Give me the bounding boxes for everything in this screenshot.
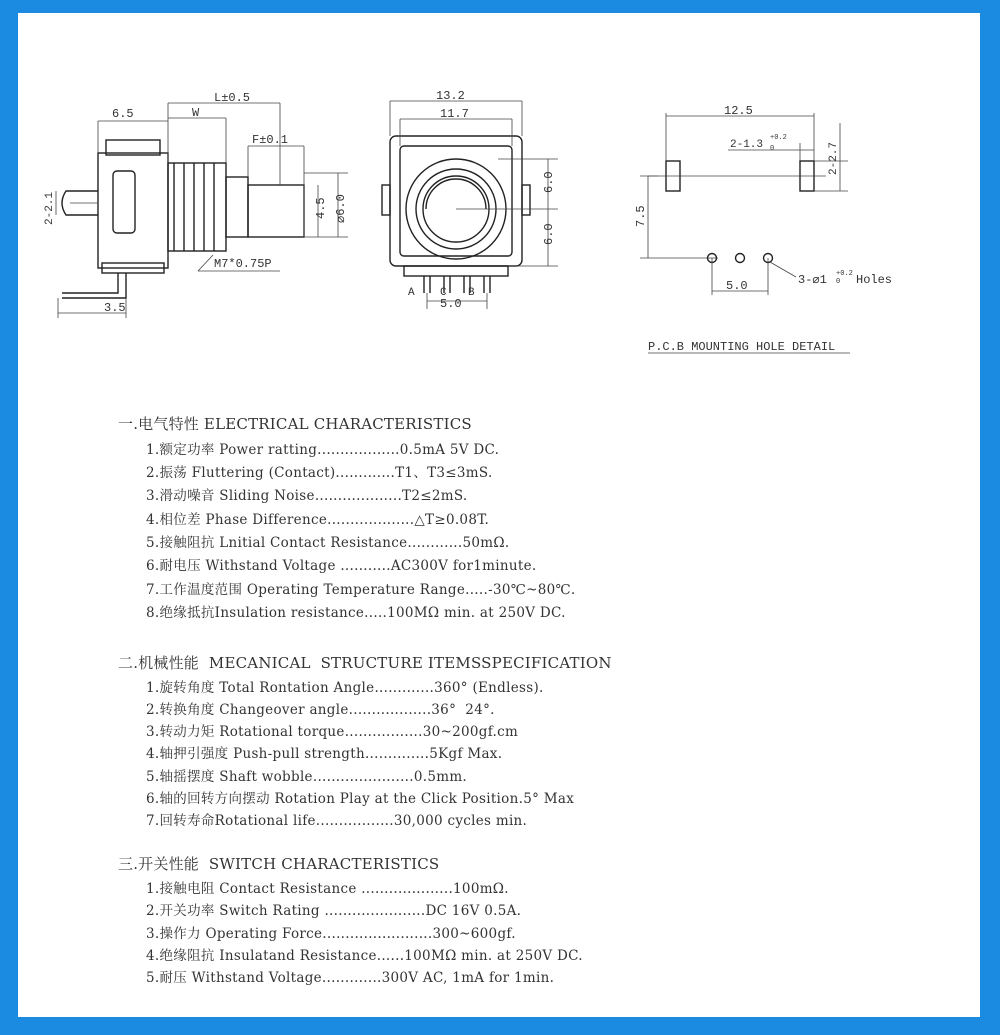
technical-drawing (18, 13, 980, 373)
spec-row: 5.耐压 Withstand Voltage.............300V AC, 1mA for 1min. (146, 970, 555, 986)
spec-row: 8.绝缘抵抗Insulation resistance.....100MΩ min. at 250V DC. (146, 605, 566, 621)
pcb-holes-tol-zero: 0 (836, 278, 841, 286)
pcb-view (634, 104, 892, 354)
pcb-holes-suffix: Holes (856, 273, 893, 287)
spec-row: 7.工作温度范围 Operating Temperature Range.....-30℃~80℃. (146, 582, 576, 598)
front-view (382, 89, 558, 311)
section-heading: 二.机械性能 MECANICAL STRUCTURE ITEMSSPECIFICATION (118, 654, 612, 672)
section-heading: 三.开关性能 SWITCH CHARACTERISTICS (118, 855, 440, 873)
pcb-tol-plus: +0.2 (770, 134, 787, 142)
pcb-holes-spec: 3-⌀1 (798, 273, 827, 287)
spec-row: 4.绝缘阻抗 Insulatand Resistance......100MΩ min. at 250V DC. (146, 948, 583, 964)
pcb-dim-12-5: 12.5 (724, 104, 753, 118)
pin-label-a: A (408, 287, 415, 299)
dim-3-5: 3.5 (104, 301, 126, 315)
dim-flat: F±0.1 (252, 133, 289, 147)
pcb-tol-zero: 0 (770, 145, 775, 153)
dim-11-7: 11.7 (440, 107, 469, 121)
dim-13-2: 13.2 (436, 89, 465, 103)
spec-row: 4.轴押引强度 Push-pull strength..............5Kgf Max. (146, 746, 503, 762)
dim-pin-pitch: 5.0 (440, 297, 462, 311)
spec-row: 2.转换角度 Changeover angle..................36° 24°. (146, 702, 495, 718)
pcb-dim-2-2-7: 2-2.7 (828, 141, 840, 175)
spec-row: 7.回转寿命Rotational life.................30,000 cycles min. (146, 813, 528, 829)
dim-shaft-diameter: ⌀6.0 (334, 194, 348, 223)
side-view (44, 91, 348, 318)
pin-label-b: B (468, 287, 475, 299)
pcb-dim-7-5: 7.5 (634, 205, 648, 227)
dim-6-0-top: 6.0 (542, 171, 556, 193)
pcb-dim-2-1-3: 2-1.3 (730, 139, 764, 151)
spec-row: 2.振荡 Fluttering (Contact).............T1、T3≤3mS. (146, 465, 493, 481)
dim-4-5: 4.5 (314, 197, 328, 219)
pcb-caption: P.C.B MOUNTING HOLE DETAIL (648, 340, 836, 354)
pcb-holes-tol-plus: +0.2 (836, 270, 853, 278)
pcb-dim-5-0: 5.0 (726, 279, 748, 293)
dim-width: W (192, 106, 200, 120)
spec-row: 3.转动力矩 Rotational torque.................30~200gf.cm (146, 724, 519, 740)
spec-row: 2.开关功率 Switch Rating ......................DC 16V 0.5A. (146, 903, 522, 919)
thread-spec: M7*0.75P (214, 257, 272, 271)
pin-label-c: C (440, 287, 447, 299)
dim-6-0-bottom: 6.0 (542, 223, 556, 245)
spec-row: 1.额定功率 Power ratting..................0.5mA 5V DC. (146, 442, 500, 458)
spec-row: 3.操作力 Operating Force........................300~600gf. (146, 926, 516, 942)
spec-sheet (18, 13, 980, 1017)
spec-row: 1.接触电阻 Contact Resistance ....................100mΩ. (146, 881, 509, 897)
dim-length: L±0.5 (214, 91, 251, 105)
spec-row: 3.滑动噪音 Sliding Noise...................T2≤2mS. (146, 488, 468, 504)
spec-row: 5.轴摇摆度 Shaft wobble......................0.5mm. (146, 769, 468, 785)
spec-row: 1.旋转角度 Total Rontation Angle.............360° (Endless). (146, 680, 544, 696)
section-heading: 一.电气特性 ELECTRICAL CHARACTERISTICS (118, 415, 472, 433)
spec-row: 4.相位差 Phase Difference...................△T≥0.08T. (146, 512, 490, 528)
spec-row: 6.耐电压 Withstand Voltage ...........AC300V for1minute. (146, 558, 537, 574)
dim-6-5: 6.5 (112, 107, 134, 121)
dim-2-2-1: 2-2.1 (44, 191, 56, 225)
spec-row: 5.接触阻抗 Lnitial Contact Resistance............50mΩ. (146, 535, 510, 551)
spec-row: 6.轴的回转方向摆动 Rotation Play at the Click Position.5° Max (146, 791, 575, 807)
